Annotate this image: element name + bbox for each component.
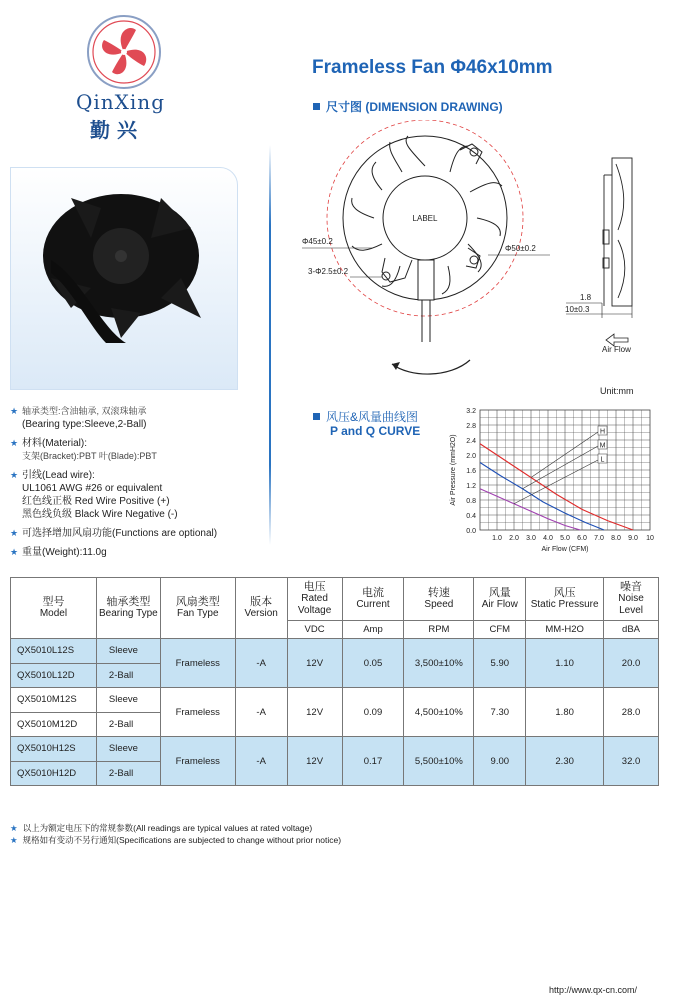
- star-bullet-icon: ★: [10, 823, 18, 833]
- star-bullet-icon: ★: [10, 835, 18, 845]
- table-row: QX5010L12S Sleeve Frameless -A 12V 0.05 3,500±10% 5.90 1.10 20.0: [11, 639, 659, 664]
- x-tick-label: 6.0: [577, 535, 587, 542]
- dim-1-8: 1.8: [580, 293, 592, 302]
- spec-table: [10, 577, 659, 786]
- table-row: QX5010M12S Sleeve Frameless -A 12V 0.09 4,500±10% 7.30 1.80 28.0: [11, 688, 659, 713]
- pq-curve-chart: [440, 400, 660, 560]
- col-header-current: 电流 Current: [342, 578, 404, 621]
- unit-current: Amp: [342, 621, 404, 639]
- col-header-fan-type: 风扇类型 Fan Type: [160, 578, 235, 639]
- note-item: ★ 以上为额定电压下的常规参数(All readings are typical values at rated voltage): [10, 823, 313, 833]
- x-tick-label: 10: [646, 535, 654, 542]
- x-tick-label: 8.0: [611, 535, 621, 542]
- star-bullet-icon: ★: [10, 470, 19, 480]
- star-bullet-icon: ★: [10, 547, 19, 557]
- dim-dia-45: Φ45±0.2: [302, 237, 333, 246]
- table-row: QX5010L12D 2-Ball: [11, 663, 659, 688]
- y-tick-label: 2.4: [466, 438, 476, 445]
- series-label-m: M: [599, 442, 606, 450]
- website-link[interactable]: http://www.qx-cn.com/: [549, 985, 638, 995]
- star-bullet-icon: ★: [10, 528, 19, 538]
- spec-bearing: ★ 轴承类型:含油轴承, 双滚珠轴承 (Bearing type:Sleeve,2-Ball): [10, 406, 147, 430]
- col-header-model: 型号 Model: [11, 578, 97, 639]
- col-header-airflow: 风量 Air Flow: [474, 578, 526, 621]
- col-header-pressure: 风压 Static Pressure: [526, 578, 604, 621]
- y-axis-label: Air Pressure (mmH2O): [450, 434, 457, 506]
- x-axis-label: Air Flow (CFM): [541, 546, 589, 553]
- notes: [10, 822, 341, 846]
- y-tick-label: 2.0: [466, 453, 476, 460]
- x-tick-label: 9.0: [628, 535, 638, 542]
- product-photo-panel: [10, 167, 238, 390]
- y-tick-label: 0.4: [466, 513, 476, 520]
- spec-weight: ★ 重量(Weight):11.0g: [10, 547, 107, 558]
- unit-speed: RPM: [404, 621, 474, 639]
- col-header-bearing: 轴承类型 Bearing Type: [96, 578, 160, 639]
- col-header-voltage: 电压 Rated Voltage: [287, 578, 342, 621]
- fan-photo: [11, 168, 239, 391]
- series-label-l: L: [600, 456, 605, 464]
- table-row: QX5010H12D 2-Ball: [11, 761, 659, 786]
- series-label-h: H: [599, 428, 606, 436]
- brand-name-en: QinXing: [76, 90, 165, 114]
- x-tick-label: 2.0: [509, 535, 519, 542]
- dim-dia-50: Φ50±0.2: [505, 244, 536, 253]
- y-tick-label: 1.2: [466, 483, 476, 490]
- page-title: Frameless Fan Φ46x10mm: [312, 57, 553, 78]
- unit-voltage: VDC: [287, 621, 342, 639]
- note-item: ★ 规格如有变动不另行通知(Specifications are subjected to change without prior notice): [10, 835, 342, 845]
- pinwheel-icon: [84, 12, 164, 92]
- star-bullet-icon: ★: [10, 438, 19, 448]
- dimension-drawing: [290, 120, 670, 385]
- spec-optional: ★ 可选择增加风扇功能(Functions are optional): [10, 528, 218, 539]
- brand-name-cn: 勤 兴: [90, 118, 137, 142]
- unit-airflow: CFM: [474, 621, 526, 639]
- y-tick-label: 3.2: [466, 408, 476, 415]
- x-tick-label: 1.0: [492, 535, 502, 542]
- pq-heading-cn: 风压&风量曲线图: [313, 408, 418, 425]
- unit-label: Unit:mm: [600, 386, 634, 396]
- col-header-speed: 转速 Speed: [404, 578, 474, 621]
- spec-lead-wire: ★ 引线(Lead wire): UL1061 AWG #26 or equivalent 红色线正极 Red Wire Positive (+) 黑色线负级 Black Wire Negative (-): [10, 470, 178, 520]
- divider-line: [269, 145, 271, 545]
- dim-holes: 3-Φ2.5±0.2: [308, 267, 349, 276]
- col-header-noise: 噪音 Noise Level: [604, 578, 659, 621]
- specs-list: [10, 405, 265, 562]
- x-tick-label: 5.0: [560, 535, 570, 542]
- dimension-heading: 尺寸图 (DIMENSION DRAWING): [313, 98, 503, 115]
- table-header-row: [11, 578, 659, 621]
- airflow-label: Air Flow: [602, 345, 631, 354]
- unit-noise: dBA: [604, 621, 659, 639]
- table-row: QX5010H12S Sleeve Frameless -A 12V 0.17 5,500±10% 9.00 2.30 32.0: [11, 737, 659, 762]
- table-row: QX5010M12D 2-Ball: [11, 712, 659, 737]
- spec-material: ★ 材料(Material): 支架(Bracket):PBT 叶(Blade):PBT: [10, 438, 157, 461]
- unit-pressure: MM-H2O: [526, 621, 604, 639]
- y-tick-label: 0.0: [466, 528, 476, 535]
- brand-logo: [84, 12, 164, 92]
- star-bullet-icon: ★: [10, 406, 19, 416]
- square-bullet-icon: [313, 413, 320, 420]
- dim-10: 10±0.3: [565, 305, 590, 314]
- label-text: LABEL: [412, 214, 438, 223]
- col-header-version: 版本 Version: [235, 578, 287, 639]
- square-bullet-icon: [313, 103, 320, 110]
- x-tick-label: 7.0: [594, 535, 604, 542]
- y-tick-label: 1.6: [466, 468, 476, 475]
- y-tick-label: 2.8: [466, 423, 476, 430]
- x-tick-label: 3.0: [526, 535, 536, 542]
- pq-heading-en: P and Q CURVE: [330, 424, 421, 438]
- x-tick-label: 4.0: [543, 535, 553, 542]
- y-tick-label: 0.8: [466, 498, 476, 505]
